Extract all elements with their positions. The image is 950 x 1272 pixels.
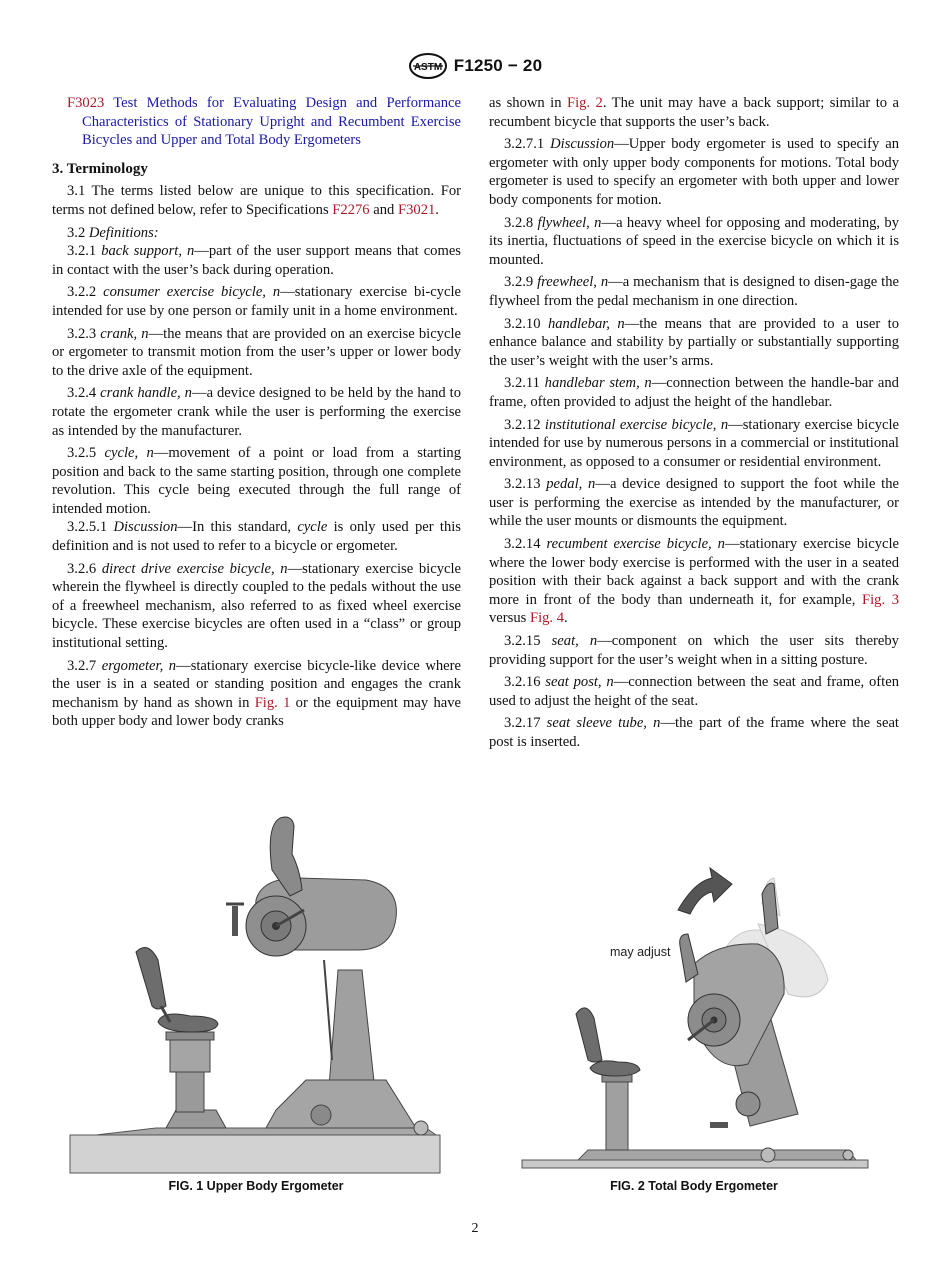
link-fig-3[interactable]: Fig. 3 [862, 591, 900, 608]
def-handlebar: 3.2.10 handlebar, n—the means that are provided to a user to enhance balance and stability by partially or substantially supporting the user’s weight with the user’s arms. [489, 315, 900, 369]
def-cycle-discussion: 3.2.5.1 Discussion—In this standard, cycle is only used per this definition and is not used to refer to a bicycle or ergometer. [52, 519, 461, 555]
figure-1-caption: FIG. 1 Upper Body Ergometer [168, 1179, 344, 1193]
ergometer-continued: as shown in Fig. 2. The unit may have a back support; similar to a recumbent bicycle that supports the user’s back. [489, 95, 899, 130]
def-seat-sleeve-tube: 3.2.17 seat sleeve tube, n—the part of the frame where the seat post is inserted. [489, 715, 899, 750]
ref-title: Test Methods for Evaluating Design and Performance Characteristics of Stationary Upright and Recumbent Exercise Bicycles and Upper and Total Body Ergometers [82, 95, 462, 149]
def-ergometer-discussion: 3.2.7.1 Discussion—Upper body ergometer is used to specify an ergometer with only upper body components for motions. Total body ergometer is used to specify an ergometer with both upper and lower body components for motion. [489, 136, 899, 208]
def-consumer-exercise-bicycle: 3.2.2 consumer exercise bicycle, n—stationary exercise bi-cycle intended for use by one person or family unit in a home environment. [52, 284, 461, 319]
ref-code-link[interactable]: F3023 [67, 95, 105, 111]
def-cycle: 3.2.5 cycle, n—movement of a point or load from a starting position and back to the same starting position, through one complete revolution. This cycle being executed through the full range of intended motion. [52, 445, 462, 517]
total-body-ergometer-illustration [518, 864, 870, 1174]
svg-text:ASTM: ASTM [413, 62, 442, 73]
def-institutional-exercise-bicycle: 3.2.12 institutional exercise bicycle, n—stationary exercise bicycle intended for use by numerous persons in a commercial or institutional environment, as opposed to a consumer or residential environment. [489, 416, 900, 470]
def-recumbent-exercise-bicycle: 3.2.14 recumbent exercise bicycle, n—stationary exercise bicycle where the lower body exercise is performed with the user in a seated position with their back against a back support and with the crank more in front of the body than underneath it, for example, Fig. 3 versus Fig. 4. [489, 536, 900, 627]
link-fig-2[interactable]: Fig. 2 [566, 95, 603, 111]
link-f3021[interactable]: F3021 [397, 201, 436, 218]
para-3-2: 3.2 Definitions: [67, 224, 159, 241]
def-crank: 3.2.3 crank, n—the means that are provided on an exercise bicycle or ergometer to transmit motion from the user’s upper or lower body to the drive axle of the equipment. [52, 325, 461, 379]
adjust-arrow-icon [678, 868, 732, 914]
section-title: 3. Terminology [52, 160, 148, 177]
def-flywheel: 3.2.8 flywheel, n—a heavy wheel for opposing and moderating, by its inertia, fluctuations of speed in the exercise bicycle on which it is mounted. [489, 214, 900, 268]
figure-2-total-body-ergometer [518, 864, 870, 1174]
may-adjust-label: may adjust [610, 945, 671, 959]
def-seat-post: 3.2.16 seat post, n—connection between the seat and frame, often used to adjust the height of the seat. [489, 674, 899, 709]
upper-body-ergometer-illustration [66, 810, 446, 1178]
link-fig-1[interactable]: Fig. 1 [254, 694, 291, 711]
def-seat: 3.2.15 seat, n—component on which the user sits thereby providing support for the user’s weight when in a sitting posture. [489, 633, 899, 668]
para-3-1: 3.1 The terms listed below are unique to this specification. For terms not defined below, refer to Specifications F2276 and F3021. [52, 183, 461, 218]
def-crank-handle: 3.2.4 crank handle, n—a device designed to be held by the hand to rotate the ergometer crank while the user is performing the exercise as intended by the manufacturer. [52, 385, 461, 439]
def-freewheel: 3.2.9 freewheel, n—a mechanism that is designed to disen-gage the flywheel from the pedal mechanism in one direction. [489, 274, 900, 309]
right-column [489, 94, 899, 756]
page-number: 2 [471, 1221, 479, 1236]
def-handlebar-stem: 3.2.11 handlebar stem, n—connection between the handle-bar and frame, often provided to adjust the height of the handlebar. [489, 375, 899, 410]
figure-1-upper-body-ergometer [66, 810, 446, 1178]
def-ergometer: 3.2.7 ergometer, n—stationary exercise bicycle-like device where the user is in a seated or standing position and engages the crank mechanism by hand as shown in Fig. 1 or the equipment may have both upper body and lower body cranks [52, 657, 461, 730]
def-back-support: 3.2.1 back support, n—part of the user support means that comes in contact with the user’s back during operation. [52, 243, 461, 278]
link-f2276[interactable]: F2276 [332, 201, 370, 218]
figure-2-caption: FIG. 2 Total Body Ergometer [610, 1179, 778, 1193]
link-fig-4[interactable]: Fig. 4 [529, 610, 565, 627]
astm-logo-icon [408, 52, 448, 80]
def-direct-drive: 3.2.6 direct drive exercise bicycle, n—stationary exercise bicycle wherein the flywheel is directly coupled to the pedals without the use of a freewheel mechanism, also referred to as fixed wheel exercise bicycle. These exercise bicycles are often used in a “class” or group institutional setting. [52, 560, 462, 652]
document-number: F1250 − 20 [453, 55, 543, 75]
left-column [52, 94, 461, 735]
page-header [0, 52, 950, 80]
reference-f3023 [52, 94, 461, 150]
def-pedal: 3.2.13 pedal, n—a device designed to support the foot while the user is performing the exercise as intended by the manufacturer, or while the user mounts or dismounts the equipment. [489, 476, 899, 530]
